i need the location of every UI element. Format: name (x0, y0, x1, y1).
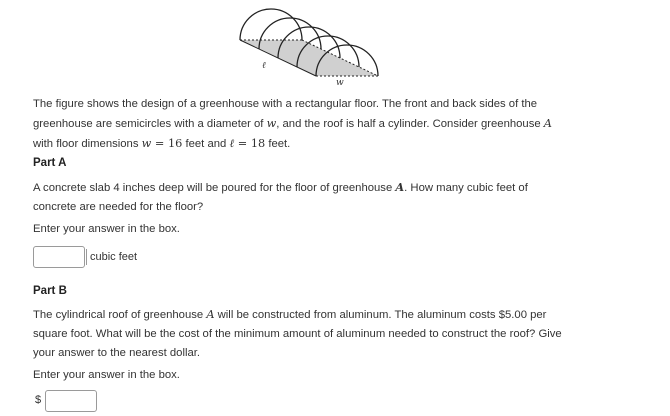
part-b-question (33, 305, 593, 363)
var-w: w (141, 137, 152, 150)
equals-sign: = (234, 137, 251, 150)
intro-text: with floor dimensions (33, 138, 142, 150)
part-a-line-1 (33, 178, 593, 198)
var-l: ℓ (229, 137, 235, 150)
part-b-heading: Part B (33, 285, 67, 297)
var-greenhouse-a: A (395, 180, 405, 194)
part-b-line-1 (33, 305, 593, 325)
part-a-unit-label: cubic feet (86, 249, 137, 265)
length-label: ℓ (262, 61, 266, 71)
var-w: w (266, 117, 277, 130)
part-b-answer-input[interactable] (45, 390, 97, 412)
l-value: 18 (250, 137, 266, 150)
part-a-text: . How many cubic feet of (404, 182, 528, 194)
greenhouse-diagram (232, 0, 382, 92)
greenhouse-figure (232, 0, 382, 92)
part-a-instruction: Enter your answer in the box. (33, 223, 180, 235)
part-a-heading: Part A (33, 157, 67, 169)
part-b-text: will be constructed from aluminum. The aluminum costs $5.00 per (214, 309, 547, 321)
part-b-instruction: Enter your answer in the box. (33, 369, 180, 381)
part-a-answer-input[interactable] (33, 246, 85, 268)
intro-line-2 (33, 114, 603, 134)
part-b-line-3: your answer to the nearest dollar. (33, 347, 201, 359)
var-greenhouse-a: A (206, 308, 215, 321)
equals-sign: = (151, 137, 168, 150)
w-value: 16 (167, 137, 183, 150)
part-b-line-2: square foot. What will be the cost of the minimum amount of aluminum needed to construct the roof? Give (33, 328, 562, 340)
width-label: w (336, 78, 344, 88)
intro-text: , and the roof is half a cylinder. Consider greenhouse (276, 118, 544, 130)
part-a-text: A concrete slab 4 inches deep will be poured for the floor of greenhouse (33, 182, 396, 194)
intro-line-1: The figure shows the design of a greenhouse with a rectangular floor. The front and back sides of the (33, 98, 538, 110)
currency-symbol: $ (35, 394, 42, 406)
part-a-line-2: concrete are needed for the floor? (33, 201, 204, 213)
part-a-question (33, 178, 593, 217)
intro-line-3 (33, 134, 603, 154)
w-unit: feet and (185, 138, 227, 150)
l-unit: feet. (268, 138, 291, 150)
intro-text: greenhouse are semicircles with a diameter of (33, 118, 267, 130)
part-b-text: The cylindrical roof of greenhouse (33, 309, 207, 321)
intro-paragraph (33, 95, 603, 154)
var-greenhouse-a: A (543, 117, 552, 130)
